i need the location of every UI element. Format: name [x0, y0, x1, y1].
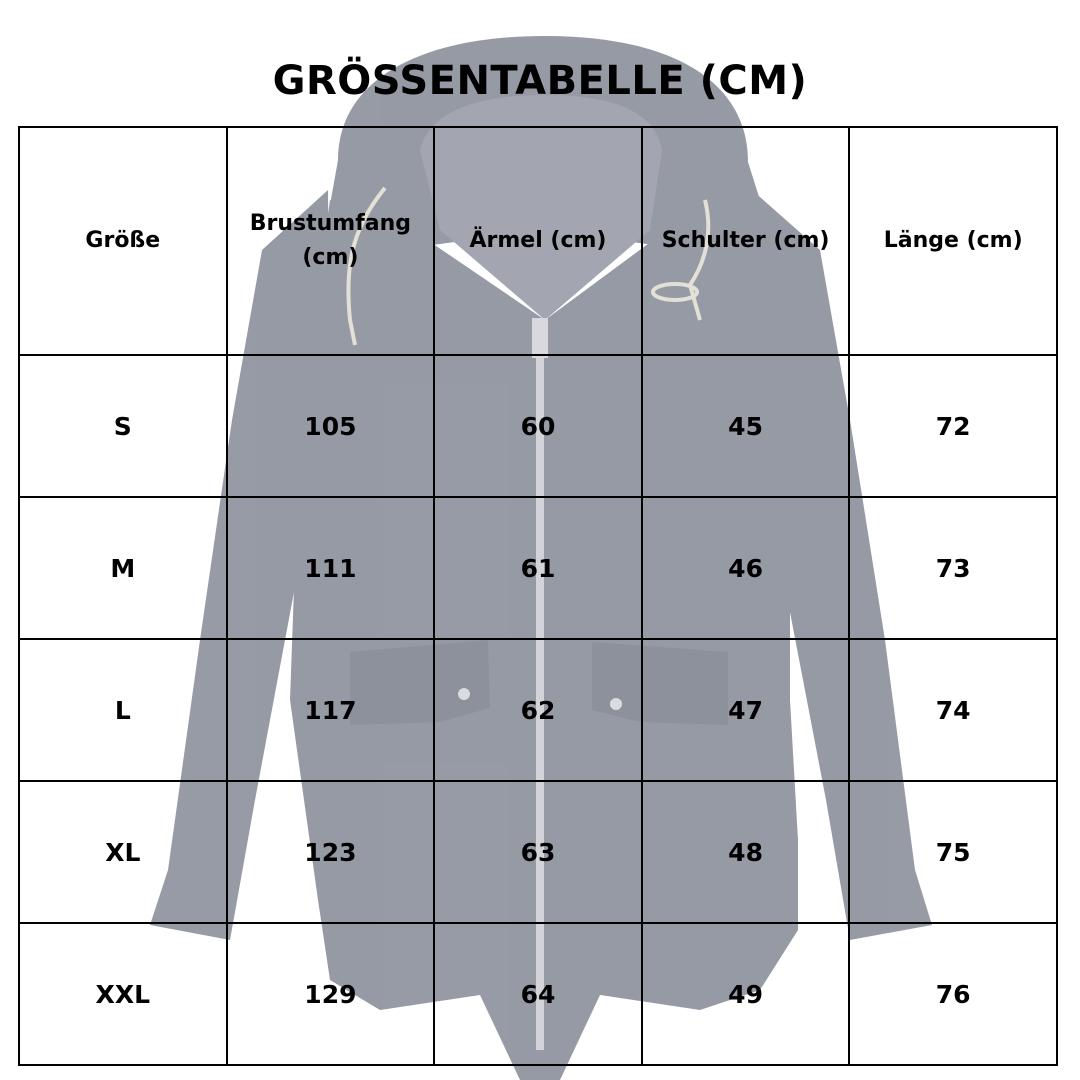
cell-chest: 129	[227, 923, 435, 1065]
cell-size: XL	[19, 781, 227, 923]
size-table	[18, 126, 1058, 1066]
header-size: Größe	[19, 127, 227, 355]
header-shoulder: Schulter (cm)	[642, 127, 850, 355]
cell-chest: 111	[227, 497, 435, 639]
cell-shoulder: 49	[642, 923, 850, 1065]
cell-chest: 105	[227, 355, 435, 497]
cell-chest: 117	[227, 639, 435, 781]
table-row	[19, 923, 1057, 1065]
cell-chest: 123	[227, 781, 435, 923]
cell-shoulder: 47	[642, 639, 850, 781]
cell-sleeve: 61	[434, 497, 642, 639]
cell-sleeve: 64	[434, 923, 642, 1065]
cell-shoulder: 46	[642, 497, 850, 639]
cell-size: M	[19, 497, 227, 639]
cell-sleeve: 60	[434, 355, 642, 497]
cell-size: S	[19, 355, 227, 497]
cell-sleeve: 62	[434, 639, 642, 781]
cell-length: 76	[849, 923, 1057, 1065]
cell-size: XXL	[19, 923, 227, 1065]
cell-length: 75	[849, 781, 1057, 923]
table-row	[19, 781, 1057, 923]
page-title: GRÖSSENTABELLE (CM)	[272, 58, 808, 104]
cell-length: 73	[849, 497, 1057, 639]
header-length: Länge (cm)	[849, 127, 1057, 355]
cell-length: 72	[849, 355, 1057, 497]
header-sleeve: Ärmel (cm)	[434, 127, 642, 355]
header-chest: Brustumfang (cm)	[227, 127, 435, 355]
table-row	[19, 639, 1057, 781]
table-header-row	[19, 127, 1057, 355]
cell-length: 74	[849, 639, 1057, 781]
cell-shoulder: 48	[642, 781, 850, 923]
cell-sleeve: 63	[434, 781, 642, 923]
cell-size: L	[19, 639, 227, 781]
table-row	[19, 355, 1057, 497]
table-row	[19, 497, 1057, 639]
cell-shoulder: 45	[642, 355, 850, 497]
